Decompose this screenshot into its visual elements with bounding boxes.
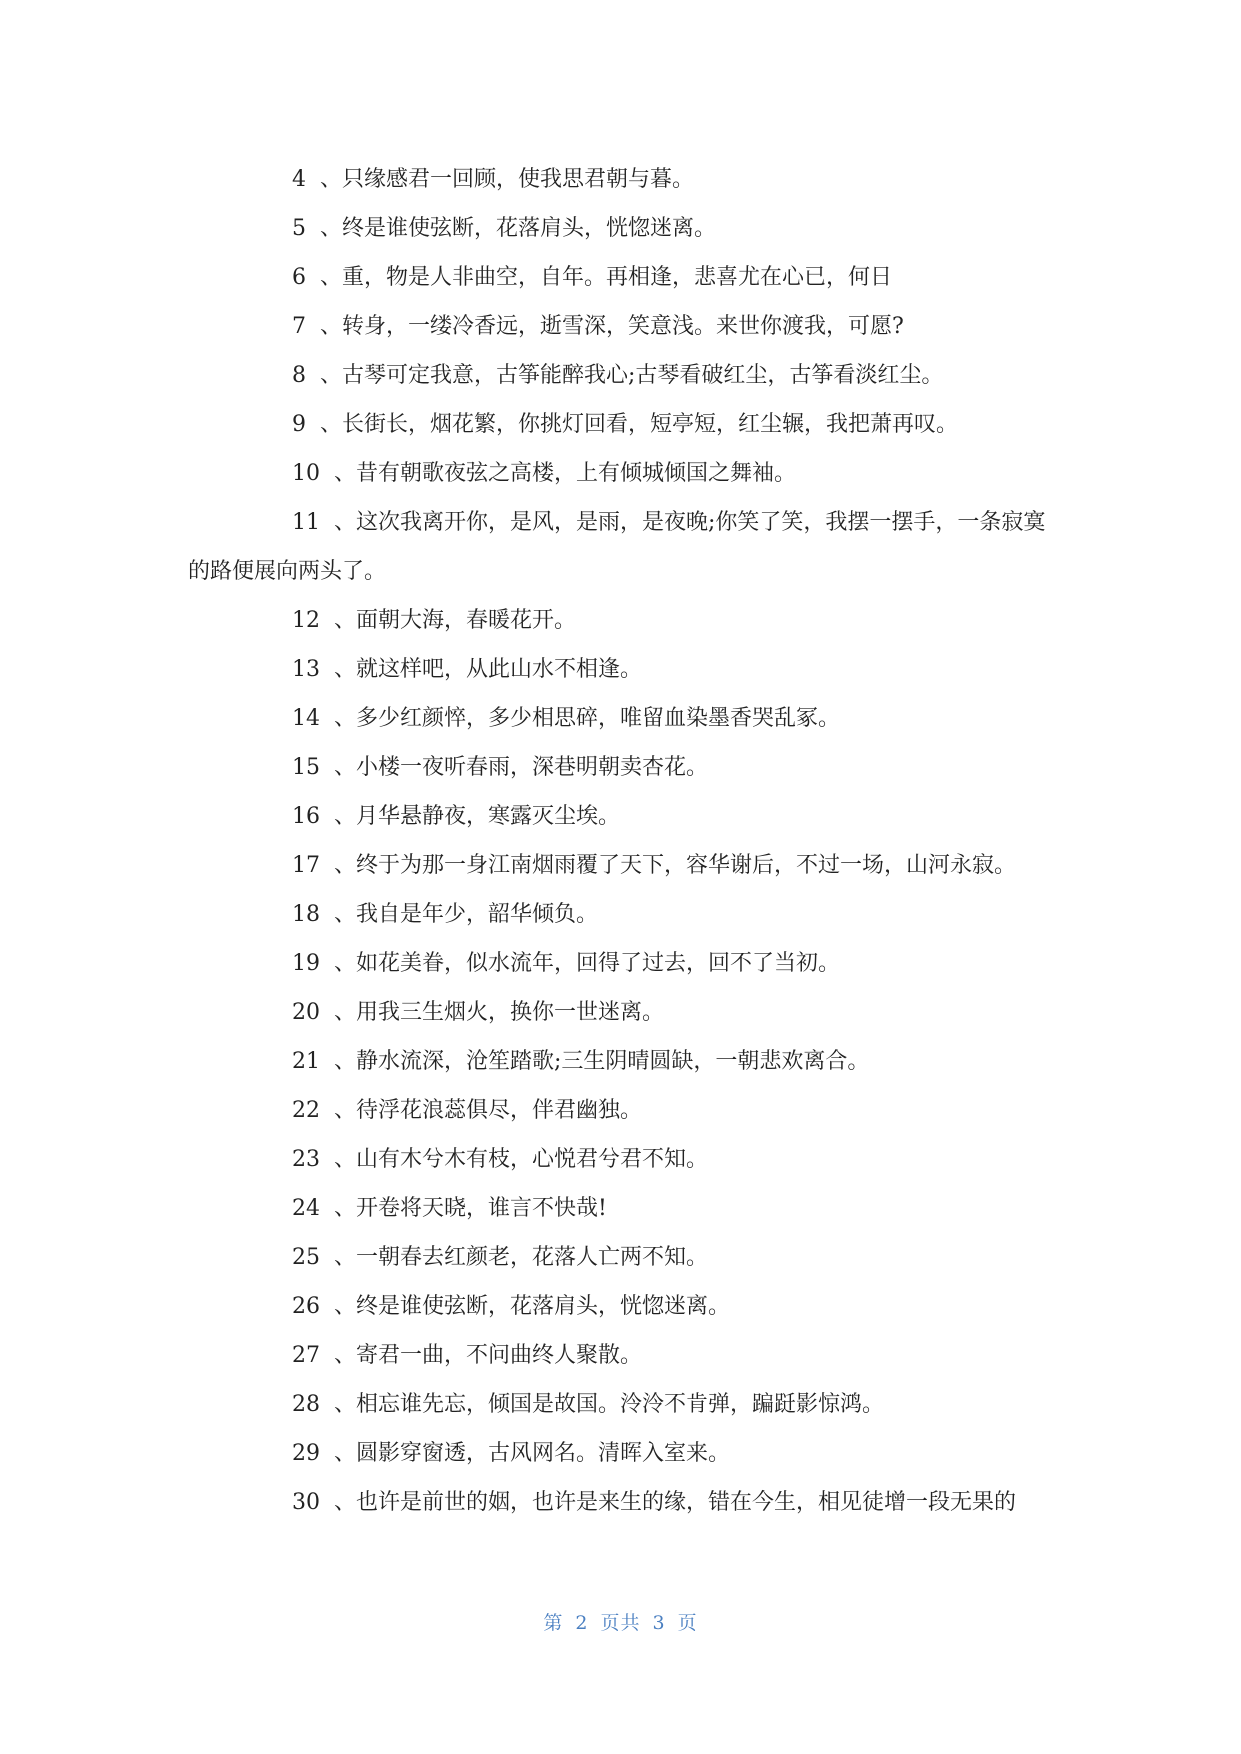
item-number: 7: [292, 314, 306, 339]
item-text: 、一朝春去红颜老，花落人亡两不知。: [334, 1245, 709, 1270]
item-number: 5: [292, 216, 306, 241]
item-number: 26: [292, 1294, 320, 1319]
item-number: 13: [292, 657, 320, 682]
item-text: 、圆影穿窗透，古风网名。清晖入室来。: [334, 1441, 731, 1466]
item-number: 14: [292, 706, 320, 731]
list-item: [188, 302, 1053, 351]
item-number: 23: [292, 1147, 320, 1172]
list-item: [188, 1233, 1053, 1282]
item-number: 18: [292, 902, 320, 927]
item-text: 、如花美眷，似水流年，回得了过去，回不了当初。: [334, 951, 841, 976]
list-item: [188, 204, 1053, 253]
item-number: 12: [292, 608, 320, 633]
list-item: [188, 988, 1053, 1037]
footer-prefix: 第: [543, 1612, 564, 1634]
list-item: [188, 792, 1053, 841]
list-item: [188, 596, 1053, 645]
footer-total-pages: 3: [652, 1612, 666, 1634]
item-text: 、月华悬静夜，寒露灭尘埃。: [334, 804, 621, 829]
item-text: 、转身，一缕冷香远，逝雪深，笑意浅。来世你渡我，可愿?: [320, 314, 904, 339]
item-number: 8: [292, 363, 306, 388]
list-item: [188, 155, 1053, 204]
list-item: [188, 1184, 1053, 1233]
item-number: 17: [292, 853, 320, 878]
item-text: 、就这样吧，从此山水不相逢。: [334, 657, 643, 682]
footer-suffix: 页: [677, 1612, 698, 1634]
item-text: 、古琴可定我意，古筝能醉我心;古琴看破红尘，古筝看淡红尘。: [320, 363, 944, 388]
item-text: 、终是谁使弦断，花落肩头，恍惚迷离。: [334, 1294, 731, 1319]
item-number: 22: [292, 1098, 320, 1123]
item-text: 、这次我离开你，是风，是雨，是夜晚;你笑了笑，我摆一摆手，一条寂寞的路便展向两头了。: [188, 510, 1046, 584]
item-text: 、用我三生烟火，换你一世迷离。: [334, 1000, 665, 1025]
item-text: 、多少红颜悴，多少相思碎，唯留血染墨香哭乱冢。: [334, 706, 841, 731]
list-item: [188, 351, 1053, 400]
item-text: 、山有木兮木有枝，心悦君兮君不知。: [334, 1147, 709, 1172]
list-item: [188, 939, 1053, 988]
list-item: [188, 1429, 1053, 1478]
item-text: 、只缘感君一回顾，使我思君朝与暮。: [320, 167, 695, 192]
item-number: 15: [292, 755, 320, 780]
list-item: [188, 1331, 1053, 1380]
item-number: 25: [292, 1245, 320, 1270]
page-footer: [0, 1608, 1241, 1635]
item-text: 、相忘谁先忘，倾国是故国。泠泠不肯弹，蹁跹影惊鸿。: [334, 1392, 885, 1417]
item-number: 21: [292, 1049, 320, 1074]
item-number: 20: [292, 1000, 320, 1025]
item-number: 28: [292, 1392, 320, 1417]
list-item: [188, 1086, 1053, 1135]
item-text: 、我自是年少，韶华倾负。: [334, 902, 599, 927]
item-number: 27: [292, 1343, 320, 1368]
item-number: 10: [292, 461, 320, 486]
item-text: 、小楼一夜听春雨，深巷明朝卖杏花。: [334, 755, 709, 780]
list-item: [188, 400, 1053, 449]
list-item: [188, 645, 1053, 694]
list-item: [188, 841, 1053, 890]
list-item: [188, 253, 1053, 302]
document-body: [188, 155, 1053, 1527]
item-text: 、也许是前世的姻，也许是来生的缘，错在今生，相见徒增一段无果的: [334, 1490, 1017, 1515]
list-item: [188, 743, 1053, 792]
footer-current-page: 2: [575, 1612, 589, 1634]
item-text: 、待浮花浪蕊俱尽，伴君幽独。: [334, 1098, 643, 1123]
item-text: 、长街长，烟花繁，你挑灯回看，短亭短，红尘辗，我把萧再叹。: [320, 412, 959, 437]
item-text: 、面朝大海，春暖花开。: [334, 608, 577, 633]
list-item: [188, 1380, 1053, 1429]
item-number: 19: [292, 951, 320, 976]
list-item: [188, 1478, 1053, 1527]
item-number: 9: [292, 412, 306, 437]
list-item: [188, 449, 1053, 498]
item-number: 30: [292, 1490, 320, 1515]
item-text: 、重，物是人非曲空，自年。再相逢，悲喜尤在心已，何日: [320, 265, 893, 290]
item-text: 、寄君一曲，不问曲终人聚散。: [334, 1343, 643, 1368]
item-number: 4: [292, 167, 306, 192]
footer-middle: 页共: [600, 1612, 641, 1634]
list-item: [188, 890, 1053, 939]
item-text: 、昔有朝歌夜弦之高楼，上有倾城倾国之舞袖。: [334, 461, 797, 486]
list-item: [188, 1135, 1053, 1184]
list-item: [188, 1037, 1053, 1086]
item-number: 24: [292, 1196, 320, 1221]
item-text: 、终于为那一身江南烟雨覆了天下，容华谢后，不过一场，山河永寂。: [334, 853, 1017, 878]
list-item: [188, 498, 1053, 596]
item-text: 、终是谁使弦断，花落肩头，恍惚迷离。: [320, 216, 717, 241]
item-text: 、静水流深，沧笙踏歌;三生阴晴圆缺，一朝悲欢离合。: [334, 1049, 870, 1074]
item-number: 6: [292, 265, 306, 290]
list-item: [188, 694, 1053, 743]
list-item: [188, 1282, 1053, 1331]
item-number: 11: [292, 510, 320, 535]
item-number: 29: [292, 1441, 320, 1466]
item-number: 16: [292, 804, 320, 829]
item-text: 、开卷将天晓，谁言不快哉!: [334, 1196, 607, 1221]
